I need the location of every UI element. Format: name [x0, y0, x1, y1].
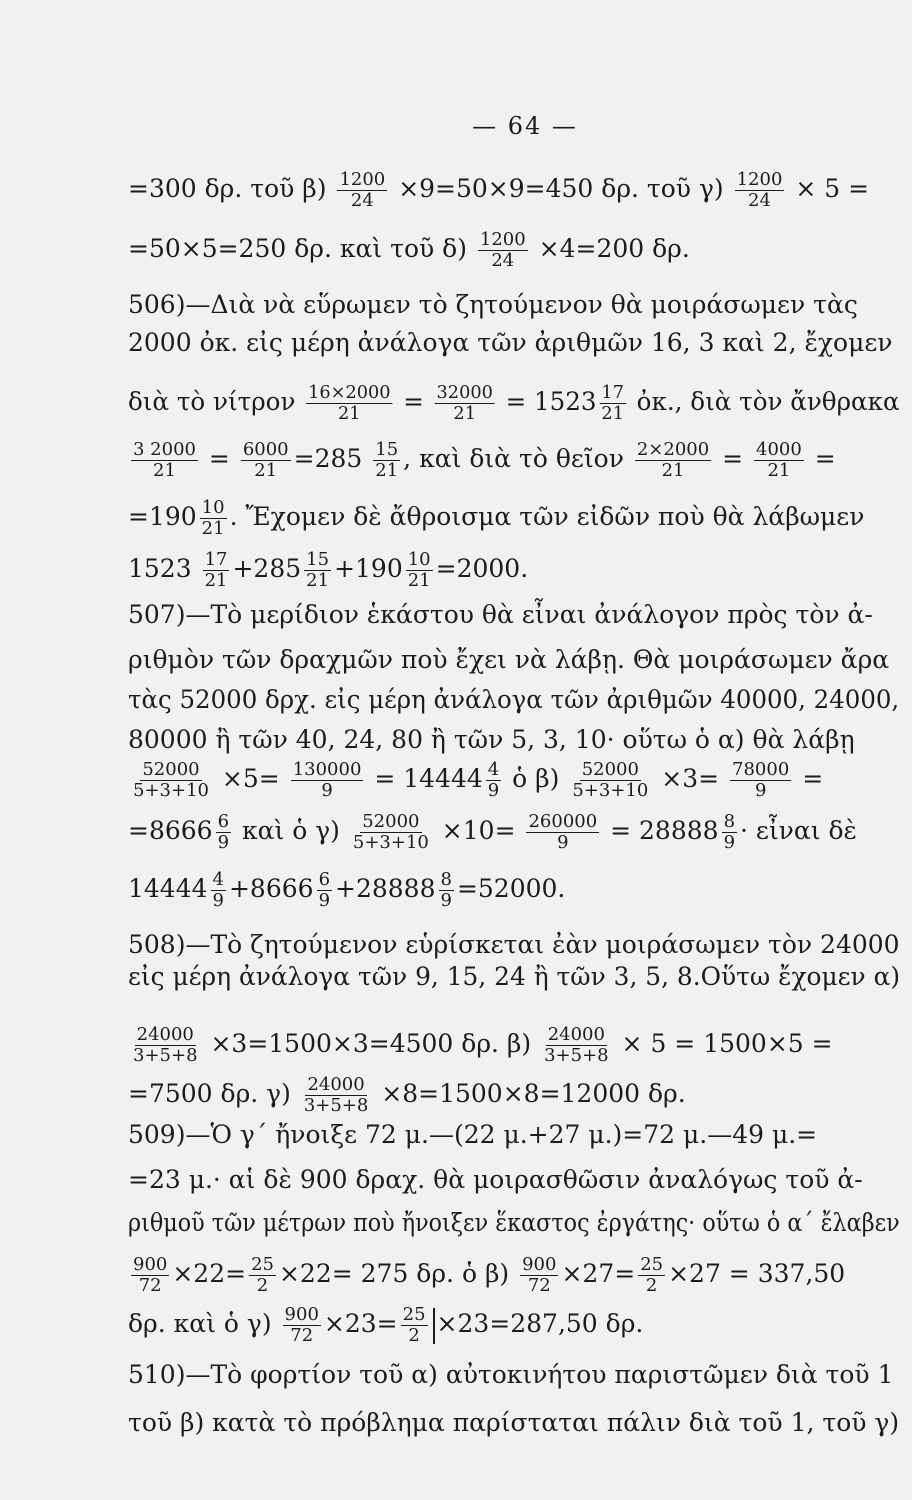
- fraction-numerator: 6000: [242, 439, 289, 460]
- fraction: [570, 760, 650, 801]
- fraction-denominator: 9: [754, 780, 767, 801]
- text-run: × 5 =: [787, 174, 870, 203]
- fraction: [203, 550, 230, 591]
- fraction-numerator: 24000: [136, 1024, 194, 1045]
- fraction: [304, 550, 331, 591]
- text-line: [128, 645, 889, 675]
- fraction-denominator: 2: [408, 1325, 420, 1346]
- text-run: =: [714, 444, 752, 473]
- text-line: [128, 1025, 833, 1066]
- text-run: ×22= 275 δρ. ὁ β): [278, 1259, 518, 1288]
- text-line: [128, 962, 900, 992]
- fraction: [478, 230, 528, 271]
- page-number: — 64 —: [472, 112, 578, 140]
- fraction-numerator: 17: [601, 382, 624, 403]
- fraction-denominator: 9: [723, 832, 736, 853]
- fraction: [401, 1305, 428, 1346]
- text-run: = 1523: [497, 387, 597, 416]
- fraction-denominator: 21: [661, 460, 685, 481]
- text-line: [128, 812, 857, 853]
- fraction-denominator: 21: [204, 570, 228, 591]
- fraction-denominator: 9: [557, 832, 569, 853]
- text-run: 509)—Ὁ γ΄ ἤνοιξε 72 μ.—(22 μ.+27 μ.)=72 μ.—49 μ.=: [128, 1120, 818, 1149]
- fraction: [131, 440, 198, 481]
- fraction-numerator: 52000: [581, 759, 639, 780]
- text-run: 14444: [128, 874, 208, 903]
- text-line: [128, 1075, 686, 1116]
- fraction: [722, 812, 737, 853]
- text-run: . Ἔχομεν δὲ ἄθροισμα τῶν εἰδῶν ποὺ θὰ λάβωμεν: [229, 502, 865, 531]
- fraction: [351, 812, 431, 853]
- fraction-numerator: 1200: [479, 229, 526, 250]
- fraction-numerator: 10: [407, 549, 431, 570]
- vertical-bar: [433, 1308, 435, 1344]
- text-line: [128, 870, 565, 911]
- text-run: =: [806, 444, 836, 473]
- fraction-denominator: 2: [256, 1275, 269, 1296]
- text-line: [128, 685, 899, 715]
- fraction: [373, 440, 400, 481]
- text-run: 508)—Τὸ ζητούμενον εὑρίσκεται ἐὰν μοιράσωμεν τὸν 24000: [128, 930, 900, 959]
- fraction-denominator: 9: [321, 780, 333, 801]
- text-line: [128, 170, 869, 211]
- fraction: [216, 812, 231, 853]
- fraction: [131, 1025, 200, 1066]
- text-run: =2000.: [435, 554, 529, 583]
- text-line: [128, 1360, 893, 1390]
- text-line: [128, 550, 528, 591]
- fraction-numerator: 10: [201, 497, 225, 518]
- text-run: × 5 = 1500×5 =: [613, 1029, 833, 1058]
- fraction: [249, 1255, 276, 1296]
- text-run: ×3=1500×3=4500 δρ. β): [202, 1029, 540, 1058]
- fraction-denominator: 21: [453, 403, 476, 424]
- text-line: [128, 930, 900, 960]
- text-run: · εἶναι δὲ: [740, 816, 857, 845]
- text-line: [128, 328, 893, 358]
- text-run: ×3=: [653, 764, 728, 793]
- fraction-denominator: 24: [491, 250, 515, 271]
- text-run: +190: [334, 554, 403, 583]
- fraction: [486, 760, 501, 801]
- fraction-numerator: 900: [522, 1254, 557, 1275]
- fraction: [211, 870, 226, 911]
- fraction: [337, 170, 387, 211]
- fraction-denominator: 21: [306, 570, 330, 591]
- text-run: ×27 = 337,50: [668, 1259, 846, 1288]
- text-run: ×23=: [323, 1309, 398, 1338]
- fraction-numerator: 2×2000: [636, 439, 710, 460]
- text-run: =300 δρ. τοῦ β): [128, 174, 335, 203]
- text-line: [128, 1165, 863, 1195]
- text-line: [128, 600, 873, 630]
- text-run: ×5=: [213, 764, 288, 793]
- fraction: [131, 1255, 169, 1296]
- fraction-numerator: 24000: [307, 1074, 365, 1095]
- fraction-denominator: 24: [350, 190, 374, 211]
- fraction-denominator: 21: [338, 403, 361, 424]
- fraction-denominator: 5+3+10: [352, 832, 429, 853]
- text-line: [128, 725, 855, 755]
- fraction-denominator: 9: [217, 832, 230, 853]
- fraction-numerator: 4000: [756, 439, 802, 460]
- fraction-numerator: 78000: [732, 759, 790, 780]
- text-run: = 28888: [602, 816, 719, 845]
- text-line: [128, 1208, 900, 1238]
- fraction-numerator: 52000: [362, 811, 420, 832]
- fraction: [200, 498, 227, 539]
- text-run: +285: [232, 554, 302, 583]
- fraction-numerator: 15: [306, 549, 330, 570]
- fraction-numerator: 24000: [547, 1024, 605, 1045]
- fraction-denominator: 21: [153, 460, 176, 481]
- fraction-denominator: 72: [138, 1275, 162, 1296]
- fraction-numerator: 8: [440, 869, 452, 890]
- fraction-denominator: 5+3+10: [572, 780, 649, 801]
- fraction-denominator: 21: [407, 570, 431, 591]
- text-run: =7500 δρ. γ): [128, 1079, 299, 1108]
- fraction: [735, 170, 785, 211]
- fraction: [435, 383, 495, 424]
- fraction-denominator: 72: [527, 1275, 551, 1296]
- fraction: [635, 440, 711, 481]
- fraction: [439, 870, 454, 911]
- fraction-denominator: 3+5+8: [544, 1045, 609, 1066]
- text-run: διὰ τὸ νίτρον: [128, 387, 304, 416]
- fraction-denominator: 2: [645, 1275, 658, 1296]
- text-run: δρ. καὶ ὁ γ): [128, 1309, 280, 1338]
- text-line: [128, 440, 836, 481]
- fraction-numerator: 32000: [436, 382, 493, 403]
- fraction: [520, 1255, 558, 1296]
- text-run: 2000 ὀκ. εἰς μέρη ἀνάλογα τῶν ἀριθμῶν 16, 3 καὶ 2, ἔχομεν: [128, 328, 893, 357]
- fraction-denominator: 21: [201, 518, 225, 539]
- fraction-numerator: 25: [251, 1254, 274, 1275]
- text-run: ×22=: [172, 1259, 247, 1288]
- text-line: [128, 760, 823, 801]
- text-run: τοῦ β) κατὰ τὸ πρόβλημα παρίσταται πάλιν διὰ τοῦ 1, τοῦ γ): [128, 1408, 900, 1437]
- text-run: ×23=287,50 δρ.: [436, 1309, 644, 1338]
- fraction-numerator: 900: [133, 1254, 168, 1275]
- text-run: 506)—Διὰ νὰ εὕρωμεν τὸ ζητούμενον θὰ μοιράσωμεν τὰς: [128, 290, 858, 319]
- text-run: , καὶ διὰ τὸ θεῖον: [403, 444, 632, 473]
- fraction: [302, 1075, 371, 1116]
- fraction-numerator: 8: [723, 811, 736, 832]
- fraction: [291, 760, 364, 801]
- text-run: =50×5=250 δρ. καὶ τοῦ δ): [128, 234, 475, 263]
- fraction-denominator: 9: [440, 890, 452, 911]
- text-run: =285: [293, 444, 371, 473]
- text-run: εἰς μέρη ἀνάλογα τῶν 9, 15, 24 ἢ τῶν 3, 5, 8.Οὕτω ἔχομεν α): [128, 962, 901, 991]
- fraction: [754, 440, 804, 481]
- fraction-numerator: 25: [402, 1304, 426, 1325]
- fraction-denominator: 24: [748, 190, 771, 211]
- fraction: [241, 440, 291, 481]
- text-line: [128, 383, 900, 424]
- text-line: [128, 1408, 899, 1438]
- text-run: 80000 ἢ τῶν 40, 24, 80 ἢ τῶν 5, 3, 10· οὕτω ὁ α) θὰ λάβῃ: [128, 725, 855, 754]
- fraction: [306, 383, 392, 424]
- fraction-denominator: 3+5+8: [133, 1045, 198, 1066]
- fraction-denominator: 21: [375, 460, 399, 481]
- text-run: ὁ β): [504, 764, 568, 793]
- fraction: [406, 550, 433, 591]
- fraction-denominator: 21: [601, 403, 624, 424]
- fraction-denominator: 9: [487, 780, 500, 801]
- text-run: ×27=: [561, 1259, 636, 1288]
- fraction-denominator: 21: [254, 460, 278, 481]
- fraction-numerator: 17: [204, 549, 228, 570]
- fraction-numerator: 1200: [736, 169, 783, 190]
- text-line: [128, 1120, 817, 1150]
- text-run: καὶ ὁ γ): [234, 816, 348, 845]
- fraction-denominator: 5+3+10: [133, 780, 209, 801]
- fraction-numerator: 130000: [292, 759, 362, 780]
- text-run: ×10=: [433, 816, 524, 845]
- fraction-denominator: 72: [290, 1325, 314, 1346]
- text-line: [128, 498, 864, 539]
- fraction: [283, 1305, 321, 1346]
- text-run: ὀκ., διὰ τὸν ἄνθρακα: [628, 387, 900, 416]
- text-run: ×4=200 δρ.: [530, 234, 690, 263]
- text-run: ριθμοῦ τῶν μέτρων ποὺ ἤνοιξεν ἕκαστος ἐργάτης· οὕτω ὁ α΄ ἔλαβεν: [128, 1208, 900, 1237]
- text-run: 507)—Τὸ μερίδιον ἑκάστου θὰ εἶναι ἀνάλογον πρὸς τὸν ἀ-: [128, 600, 873, 629]
- fraction-denominator: 9: [318, 890, 331, 911]
- fraction-denominator: 21: [767, 460, 791, 481]
- fraction-numerator: 4: [487, 759, 500, 780]
- text-run: ριθμὸν τῶν δραχμῶν ποὺ ἔχει νὰ λάβῃ. Θὰ μοιράσωμεν ἄρα: [128, 645, 890, 674]
- text-run: =23 μ.· αἱ δὲ 900 δραχ. θὰ μοιρασθῶσιν ἀναλόγως τοῦ ἀ-: [128, 1165, 863, 1194]
- text-run: 1523: [128, 554, 200, 583]
- text-run: 510)—Τὸ φορτίον τοῦ α) αὐτοκινήτου παριστῶμεν διὰ τοῦ 1: [128, 1360, 894, 1389]
- fraction: [317, 870, 332, 911]
- fraction: [131, 760, 211, 801]
- text-run: ×9=50×9=450 δρ. τοῦ γ): [390, 174, 732, 203]
- text-line: [128, 1305, 643, 1346]
- fraction-denominator: 9: [212, 890, 224, 911]
- text-run: =: [395, 387, 432, 416]
- fraction-numerator: 900: [284, 1304, 319, 1325]
- text-run: +28888: [335, 874, 436, 903]
- text-line: [128, 230, 690, 271]
- fraction: [526, 812, 599, 853]
- fraction: [599, 383, 625, 424]
- text-run: =52000.: [456, 874, 566, 903]
- fraction-numerator: 4: [212, 869, 224, 890]
- fraction-numerator: 6: [318, 869, 331, 890]
- fraction-numerator: 3 2000: [133, 439, 196, 460]
- text-line: [128, 290, 858, 320]
- fraction-numerator: 260000: [528, 811, 598, 832]
- fraction-numerator: 52000: [142, 759, 200, 780]
- fraction: [542, 1025, 611, 1066]
- fraction: [638, 1255, 665, 1296]
- fraction-numerator: 16×2000: [308, 382, 391, 403]
- text-run: +8666: [228, 874, 314, 903]
- fraction: [730, 760, 791, 801]
- text-run: =: [794, 764, 824, 793]
- text-run: =8666: [128, 816, 213, 845]
- text-run: =: [200, 444, 238, 473]
- fraction-numerator: 15: [375, 439, 399, 460]
- text-run: τὰς 52000 δρχ. εἰς μέρη ἀνάλογα τῶν ἀριθμῶν 40000, 24000,: [128, 685, 900, 714]
- fraction-numerator: 25: [640, 1254, 664, 1275]
- text-line: [128, 1255, 845, 1296]
- fraction-numerator: 6: [217, 811, 230, 832]
- text-run: = 14444: [366, 764, 483, 793]
- fraction-denominator: 3+5+8: [303, 1095, 369, 1116]
- text-run: ×8=1500×8=12000 δρ.: [373, 1079, 686, 1108]
- text-run: =190: [128, 502, 197, 531]
- fraction-numerator: 1200: [339, 169, 386, 190]
